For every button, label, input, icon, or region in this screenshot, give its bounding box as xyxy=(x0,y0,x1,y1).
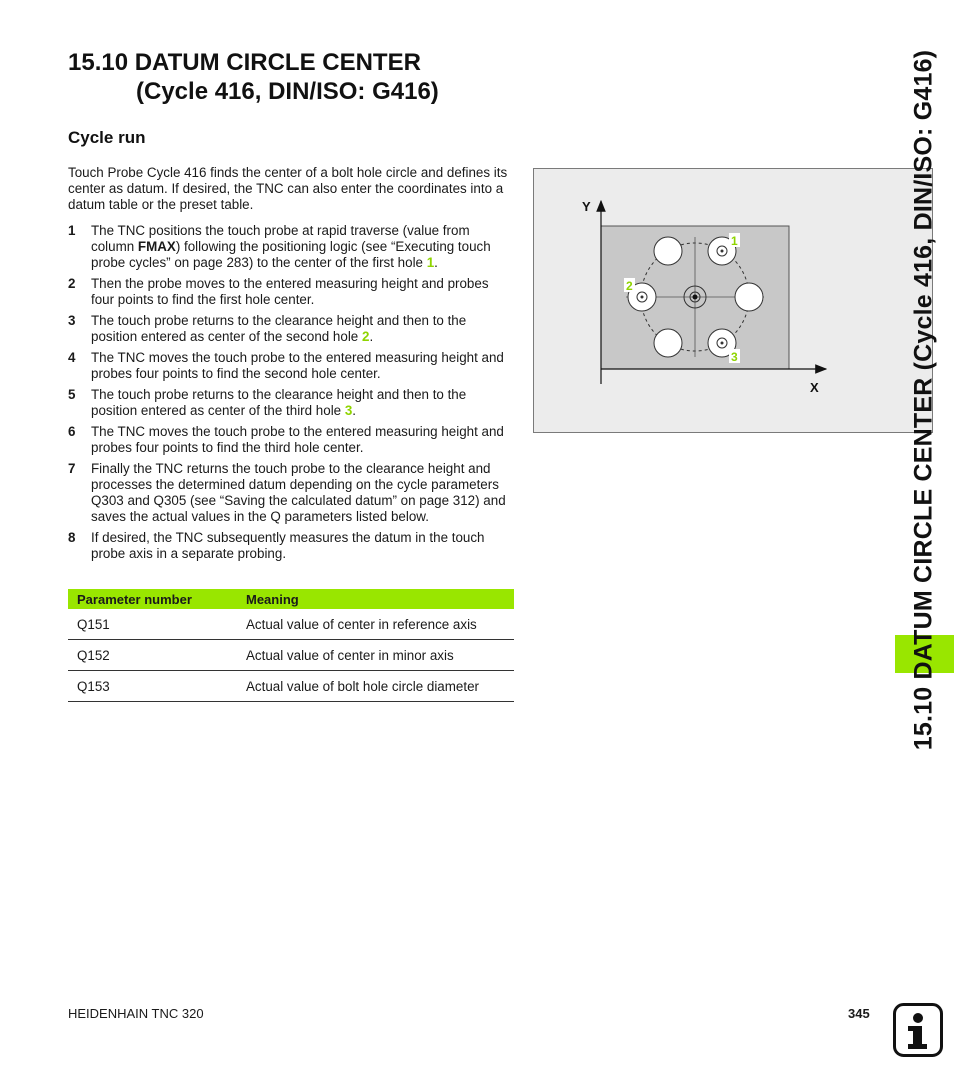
info-icon xyxy=(893,1003,943,1057)
x-axis-label: X xyxy=(810,380,819,395)
table-cell: Q152 xyxy=(68,640,236,671)
step-item xyxy=(68,424,514,456)
table-cell: Q151 xyxy=(68,609,236,640)
table-cell: Actual value of center in minor axis xyxy=(236,640,514,671)
step-number: 3 xyxy=(68,313,76,328)
step-item xyxy=(68,350,514,382)
table-cell: Q153 xyxy=(68,671,236,702)
step-number: 2 xyxy=(68,276,76,291)
hole-ref: 2 xyxy=(361,329,370,344)
table-row xyxy=(68,640,514,671)
table-row xyxy=(68,671,514,702)
table-row xyxy=(68,609,514,640)
figure-drawing xyxy=(534,169,932,432)
hole-ref: 1 xyxy=(426,255,435,270)
step-number: 7 xyxy=(68,461,76,476)
step-number: 4 xyxy=(68,350,76,365)
table-header-row xyxy=(68,589,514,609)
side-title: 15.10 DATUM CIRCLE CENTER (Cycle 416, DIN/ISO: G416) xyxy=(909,49,938,751)
heading-line-1: 15.10 DATUM CIRCLE CENTER xyxy=(68,49,421,76)
step-item xyxy=(68,387,514,419)
step-text: The TNC moves the touch probe to the entered measuring height and probes four points to find the second hole center. xyxy=(91,350,504,381)
fmax-keyword: FMAX xyxy=(137,239,176,254)
datum-symbol-dot xyxy=(693,295,698,300)
step-text: The TNC moves the touch probe to the entered measuring height and probes four points to find the third hole center. xyxy=(91,424,504,455)
step-text: The touch probe returns to the clearance height and then to the position entered as center of the second hole 2. xyxy=(91,313,467,344)
heading-line-2: (Cycle 416, DIN/ISO: G416) xyxy=(136,78,439,105)
cycle-run-heading: Cycle run xyxy=(68,128,146,147)
hole-label-1: 1 xyxy=(731,234,738,248)
step-item xyxy=(68,461,514,525)
step-item xyxy=(68,276,514,308)
step-text: If desired, the TNC subsequently measures the datum in the touch probe axis in a separate probing. xyxy=(91,530,485,561)
hole-label-3: 3 xyxy=(731,350,738,364)
intro-paragraph: Touch Probe Cycle 416 finds the center of a bolt hole circle and defines its center as datum. If desired, the TNC can also enter the coordinates into a datum table or the preset table. xyxy=(68,165,508,212)
step-number: 1 xyxy=(68,223,76,238)
y-axis-label: Y xyxy=(582,199,591,214)
column-header: Meaning xyxy=(236,589,514,609)
table-cell: Actual value of center in reference axis xyxy=(236,609,514,640)
probe-marker xyxy=(721,250,724,253)
probe-marker xyxy=(641,296,644,299)
step-item xyxy=(68,313,514,345)
steps-list xyxy=(68,223,514,567)
hole-ref: 3 xyxy=(344,403,353,418)
table-cell: Actual value of bolt hole circle diameter xyxy=(236,671,514,702)
parameter-table xyxy=(68,589,514,702)
step-number: 8 xyxy=(68,530,76,545)
hole xyxy=(654,237,682,265)
hole xyxy=(654,329,682,357)
step-number: 6 xyxy=(68,424,76,439)
section-heading xyxy=(68,48,439,106)
page-number: 345 xyxy=(848,1006,870,1021)
probe-marker xyxy=(721,342,724,345)
bolt-hole-circle-figure xyxy=(533,168,933,433)
hole xyxy=(735,283,763,311)
step-text: The touch probe returns to the clearance height and then to the position entered as center of the third hole 3. xyxy=(91,387,467,418)
column-header: Parameter number xyxy=(68,589,236,609)
step-item xyxy=(68,530,514,562)
step-item xyxy=(68,223,514,271)
footer-manual-name: HEIDENHAIN TNC 320 xyxy=(68,1006,204,1021)
step-number: 5 xyxy=(68,387,76,402)
step-text: Finally the TNC returns the touch probe to the clearance height and processes the determined datum depending on the cycle parameters Q303 and Q305 (see “Saving the calculated datum” on page 312) and saves the actual values in the Q parameters listed below. xyxy=(91,461,506,524)
hole-label-2: 2 xyxy=(626,279,633,293)
step-text: Then the probe moves to the entered measuring height and probes four points to find the first hole center. xyxy=(91,276,489,307)
step-text: The TNC positions the touch probe at rapid traverse (value from column FMAX) following the positioning logic (see “Executing touch probe cycles” on page 283) to the center of the first hole 1. xyxy=(91,223,491,270)
